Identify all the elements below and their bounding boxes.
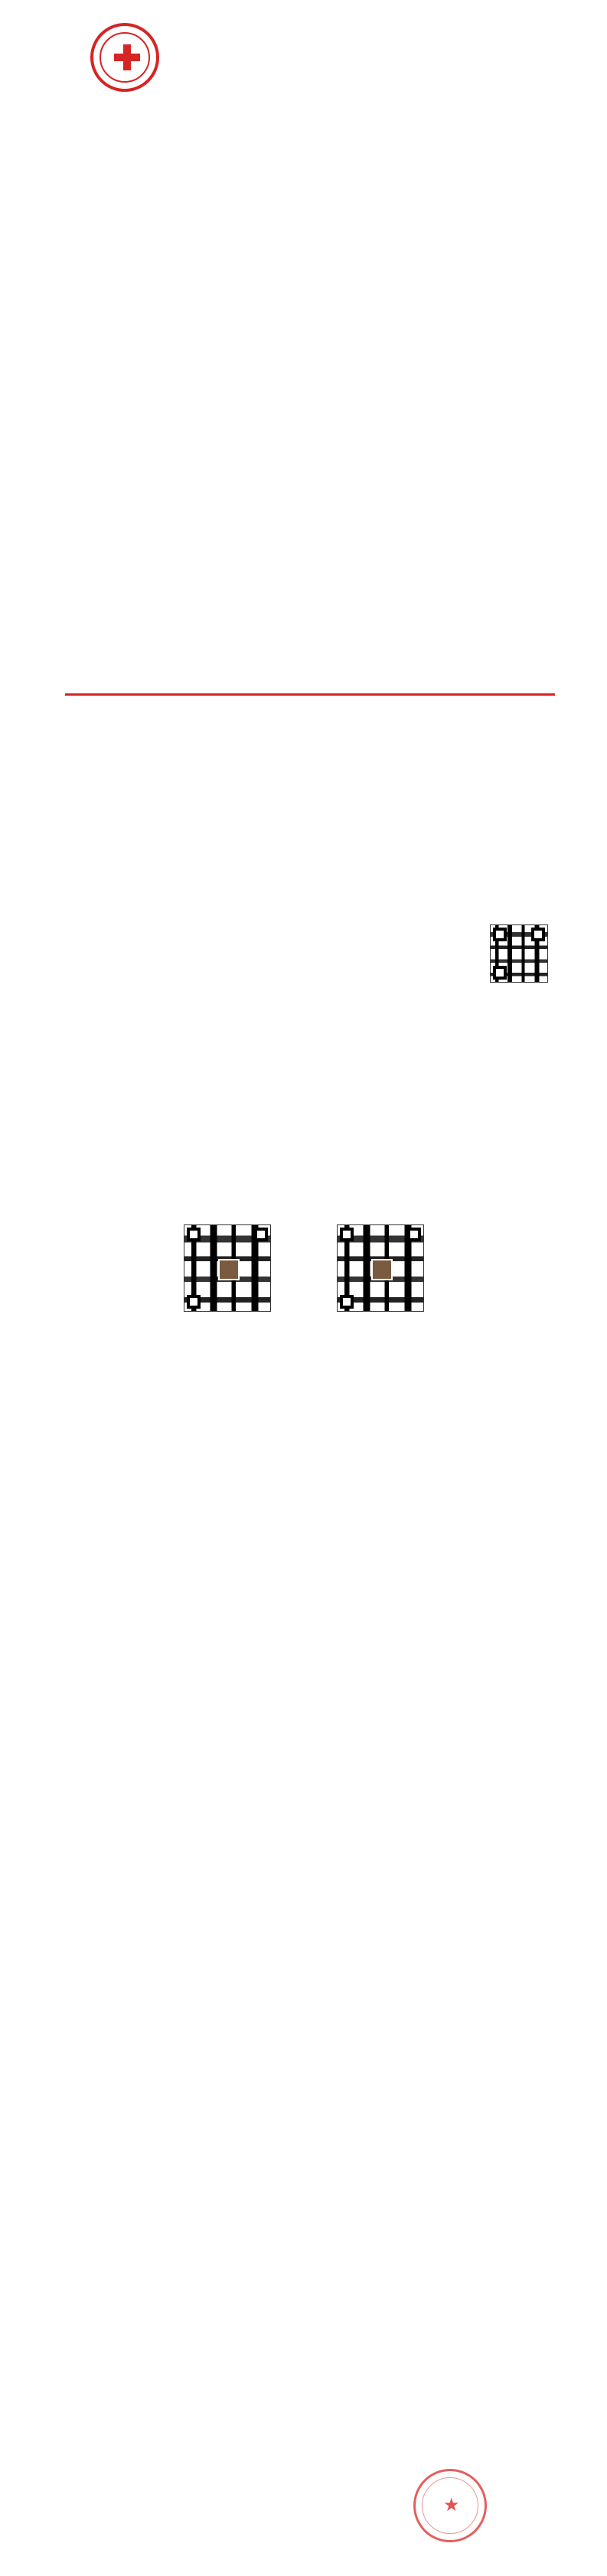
logo-cross-bar: [114, 54, 140, 61]
official-seal: [413, 2469, 487, 2542]
qq-avatar-icon: [371, 1259, 393, 1280]
qr-corner: [254, 1228, 268, 1241]
qq-group-2-qr-code[interactable]: [337, 1224, 424, 1312]
qq-avatar-icon: [218, 1259, 240, 1280]
qr-corner: [340, 1228, 354, 1241]
qr-corner: [407, 1228, 421, 1241]
qr-corner: [340, 1295, 354, 1309]
qr-corner: [493, 966, 507, 980]
registration-qr-code[interactable]: [490, 924, 548, 983]
qr-corner: [531, 928, 545, 941]
association-logo: [90, 23, 159, 92]
qr-corner: [187, 1228, 201, 1241]
seal-star-icon: ★: [443, 2494, 460, 2516]
qr-corner: [493, 928, 507, 941]
footer-red-line: [65, 693, 555, 696]
qq-group-1-qr-code[interactable]: [184, 1224, 271, 1312]
logo-inner-ring: [100, 32, 150, 83]
qr-corner: [187, 1295, 201, 1309]
